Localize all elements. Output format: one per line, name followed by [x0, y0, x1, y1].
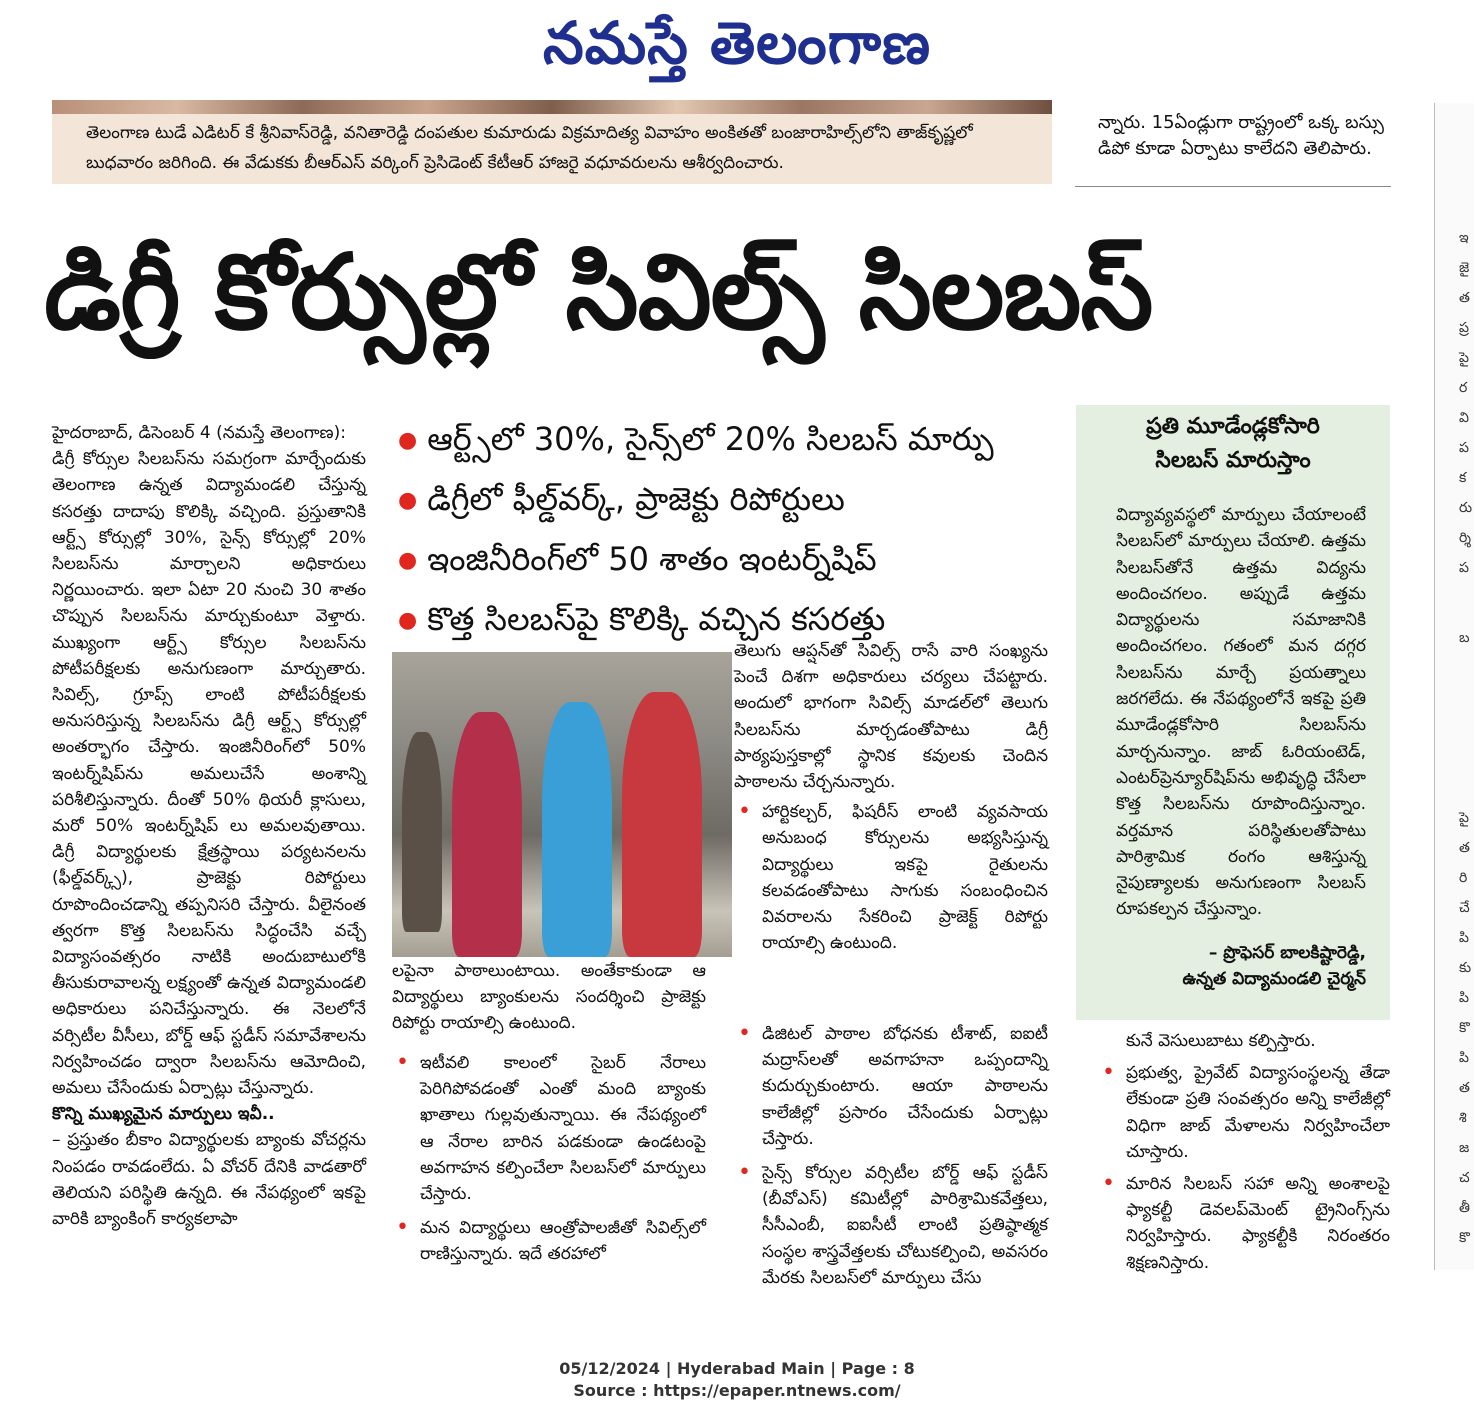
list-item: • మారిన సిలబస్ సహా అన్ని అంశాలపై ఫ్యాకల్టీ డెవలప్‌మెంట్ ట్రైనింగ్స్‌ను నిర్వహిస్తారు. ఫ్యాకల్టీకి నిరంతరం శిక్షణనిస్తారు. — [1098, 1171, 1390, 1276]
signature-title: ఉన్నత విద్యామండలి చైర్మన్ — [1182, 969, 1366, 989]
article-text: కునే వెసులుబాటు కల్పిస్తారు. — [1126, 1031, 1316, 1051]
divider — [1075, 186, 1391, 187]
list-item: • డిజిటల్ పాఠాల బోధనకు టీశాట్, ఐఐటీ మద్రాస్‌లతో అవగాహనా ఒప్పందాన్ని కుదుర్చుకుంటారు. ఆయా పాఠాలను కాలేజీల్లో ప్రసారం చేసేందుకు ఏర్పాట్లు చేస్తారు. — [734, 1021, 1048, 1152]
strip-text: రు — [1459, 500, 1473, 516]
bullet-icon: ● — [398, 608, 418, 633]
adjacent-page-strip — [1434, 103, 1474, 1270]
strip-text: వి — [1459, 410, 1469, 426]
list-item: • హార్టికల్చర్, ఫిషరీస్ లాంటి వ్యవసాయ అనుబంధ కోర్సులను అభ్యసిస్తున్న విద్యార్థులు ఇకపై రైతులను కలవడంతోపాటు సాగుకు సంబంధించిన వివరాలను సేకరించి ప్రాజెక్ట్ రిపోర్టు రాయాల్సి ఉంటుంది. — [734, 799, 1048, 956]
highlight-item: ● డిగ్రీలో ఫీల్డ్‌వర్క్, ప్రాజెక్టు రిపోర్టులు — [398, 480, 845, 518]
footer-edition: 05/12/2024 | Hyderabad Main | Page : 8 — [559, 1359, 915, 1378]
strip-text: పై ర — [1459, 350, 1469, 396]
cut-line — [1098, 96, 1390, 110]
strip-text: కొ — [1459, 1230, 1470, 1246]
strip-text: తీ — [1459, 1200, 1470, 1216]
strip-text: పి — [1459, 990, 1469, 1006]
strip-text: కు — [1459, 960, 1472, 976]
strip-text: ఇ జై — [1459, 230, 1470, 276]
strip-text: జ — [1459, 1140, 1470, 1156]
strip-text: ప క — [1459, 440, 1469, 486]
list-item: • మన విద్యార్థులు ఆంత్రోపాలజీతో సివిల్స్‌లో రాణిస్తున్నారు. ఇదే తరహాలో — [392, 1215, 706, 1267]
strip-text: రి — [1459, 870, 1468, 886]
strip-text: ప్ర — [1459, 320, 1469, 336]
dateline: హైదరాబాద్, డిసెంబర్ 4 (నమస్తే తెలంగాణ): — [52, 423, 346, 443]
quote-body: విద్యావ్యవస్థలో మార్పులు చేయాలంటే సిలబస్‌లో మార్పులు చేయాలి. ఉత్తమ సిలబస్‌తోనే ఉత్తమ విద్యను అందించగలం. అప్పుడే ఉత్తమ విద్యార్థులను సమాజానికి అందించగలం. గతంలో మన దగ్గర సిలబస్‌ను మార్చే ప్రయత్నాలు జరగలేదు. ఈ నేపథ్యంలోనే ఇకపై ప్రతి మూడేండ్లకోసారి సిలబస్‌ను మార్చనున్నాం. జాబ్ ఓరియంటెడ్, ఎంటర్‌ప్రెన్యూర్‌షిప్‌ను అభివృద్ధి చేసేలా కొత్త సిలబస్‌ను రూపొందిస్తున్నాం. వర్తమాన పరిస్థితులతోపాటు పారిశ్రామిక రంగం ఆశిస్తున్న నైపుణ్యాలకు అనుగుణంగా సిలబస్ రూపకల్పన చేస్తున్నాం. — [1116, 505, 1366, 920]
article-column-2a — [392, 958, 706, 1037]
strip-text: త — [1459, 290, 1470, 306]
wedding-photo-strip — [52, 100, 1052, 114]
article-column-2b — [734, 638, 1048, 956]
bullet-icon: ● — [398, 488, 418, 513]
strip-text: పి — [1459, 930, 1469, 946]
article-body-tail: – ప్రస్తుతం బీకాం విద్యార్థులకు బ్యాంకు వోచర్లను నింపడం రావడంలేదు. ఏ వోచర్ దేనికి వాడతారో తెలియని పరిస్థితి ఉన్నది. ఈ నేపథ్యంలో ఇకపై వారికి బ్యాంకింగ్ కార్యకలాపా — [52, 1130, 366, 1230]
strip-text: ర్శి — [1459, 530, 1472, 546]
photo-figure — [452, 712, 522, 957]
highlights-list — [398, 410, 1058, 650]
article-column-1 — [52, 420, 366, 1232]
article-column-2b-bullets — [734, 1021, 1048, 1291]
photo-figure — [542, 702, 612, 957]
footer-source: Source : https://epaper.ntnews.com/ — [573, 1381, 901, 1400]
strip-text: పై — [1459, 810, 1469, 826]
quote-title-line-2: సిలబస్ మారుస్తాం — [1155, 448, 1311, 473]
photo-figure — [622, 692, 702, 957]
list-item: • ప్రభుత్వ, ప్రైవేట్ విద్యాసంస్థలన్న తేడా లేకుండా ప్రతి సంవత్సరం అన్ని కాలేజీల్లో విధిగా జాబ్ మేళాలను నిర్వహించేలా చూస్తారు. — [1098, 1060, 1390, 1165]
masthead: నమస్తే తెలంగాణ — [543, 9, 931, 77]
top-right-line-1: న్నారు. 15ఏండ్లుగా రాష్ట్రంలో ఒక్క బస్సు — [1098, 112, 1384, 133]
strip-text: త — [1459, 840, 1470, 856]
strip-text: బ — [1459, 630, 1470, 646]
article-column-2a-bullets — [392, 1050, 706, 1268]
strip-text: ప — [1459, 560, 1469, 576]
article-body: డిగ్రీ కోర్సుల సిలబస్‌ను సమగ్రంగా మార్చేందుకు తెలంగాణ ఉన్నత విద్యామండలి చేస్తున్న కసరత్తు దాదాపు కొలిక్కి వచ్చింది. ప్రస్తుతానికి ఆర్ట్స్ కోర్సుల్లో 30%, సైన్స్ కోర్సుల్లో 20% సిలబస్‌ను మార్చాలని అధికారులు నిర్ణయించారు. ఇలా ఏటా 20 నుంచి 30 శాతం చొప్పున సిలబస్‌ను మార్చుకుంటూ వెళ్తారు. ముఖ్యంగా ఆర్ట్స్ కోర్సుల సిలబస్‌ను పోటీపరీక్షలకు అనుగుణంగా మార్చుతారు. సివిల్స్, గ్రూప్స్ లాంటి పోటీపరీక్షలకు అనుసరిస్తున్న సిలబస్‌ను డిగ్రీ ఆర్ట్స్ కోర్సుల్లో అంతర్భాగం చేస్తారు. ఇంజినీరింగ్‌లో 50% ఇంటర్న్‌షిప్‌ను అమలుచేసే అంశాన్ని పరిశీలిస్తున్నారు. దీంతో 50% థియరీ క్లాసులు, మరో 50% ఇంటర్న్‌షిప్‌ లు అమలవుతాయి. డిగ్రీ విద్యార్థులకు క్షేత్రస్థాయి పర్యటనలను (ఫీల్డ్‌వర్క్స్), ప్రాజెక్టు రిపోర్టులు రూపొందించడాన్ని తప్పనిసరి చేస్తారు. వీలైనంత త్వరగా కొత్త సిలబస్‌ను సిద్ధంచేసి వచ్చే విద్యాసంవత్సరం నాటికి అందుబాటులోకి తీసుకురావాలన్న లక్ష్యంతో ఉన్నత విద్యామండలి అధికారులు పనిచేస్తున్నారు. ఈ నెలలోనే వర్సిటీల వీసీలు, బోర్డ్ ఆఫ్ స్టడీస్ సమావేశాలను నిర్వహించడం ద్వారా సిలబస్‌ను ఆమోదించి, అమలు చేసేందుకు ఏర్పాట్లు చేస్తున్నారు. — [52, 449, 366, 1099]
headline: డిగ్రీ కోర్సుల్లో సివిల్స్ సిలబస్ — [44, 231, 1153, 353]
quote-box-title — [1076, 410, 1390, 478]
highlight-item: ● కొత్త సిలబస్‌పై కొలిక్కి వచ్చిన కసరత్తు — [398, 600, 886, 638]
article-column-4 — [1098, 1028, 1390, 1276]
strip-text: చ — [1459, 1170, 1470, 1186]
article-text: లపైనా పాఠాలుంటాయి. అంతేకాకుండా ఆ విద్యార్థులు బ్యాంకులను సందర్శించి ప్రాజెక్టు రిపోర్టు రాయాల్సి ఉంటుంది. — [392, 961, 706, 1034]
highlight-item: ● ఆర్ట్స్‌లో 30%, సైన్స్‌లో 20% సిలబస్ మార్పు — [398, 420, 994, 458]
strip-text: చే — [1459, 900, 1470, 916]
top-right-line-2: డిపో కూడా ఏర్పాటు కాలేదని తెలిపారు. — [1098, 138, 1372, 159]
list-item: • ఇటీవలి కాలంలో సైబర్ నేరాలు పెరిగిపోవడంతో ఎంతో మంది బ్యాంకు ఖాతాలు గుల్లవుతున్నాయి. ఈ నేపథ్యంలో ఆ నేరాల బారిన పడకుండా ఉండటంపై అవగాహన కల్పించేలా సిలబస్‌లో మార్పులు చేస్తారు. — [392, 1050, 706, 1207]
strip-text: పి — [1459, 1050, 1469, 1066]
bullet-icon: ● — [398, 548, 418, 573]
quote-title-line-1: ప్రతి మూడేండ్లకోసారి — [1146, 414, 1320, 439]
top-right-article-tail — [1098, 96, 1390, 162]
strip-text: కొ — [1459, 1020, 1470, 1036]
bullet-icon: ● — [398, 428, 418, 453]
strip-text: శి — [1459, 1110, 1467, 1126]
photo-caption: తెలంగాణ టుడే ఎడిటర్ కే శ్రీనివాస్‌రెడ్డి, వనితారెడ్డి దంపతుల కుమారుడు విక్రమాదిత్య వివాహం అంకితతో బంజారాహిల్స్‌లోని తాజ్‌కృష్ణలో బుధవారం జరిగింది. ఈ వేడుకకు బీఆర్‌ఎస్ వర్కింగ్ ప్రెసిడెంట్ కేటీఆర్ హాజరై వధూవరులను ఆశీర్వదించారు. — [86, 123, 973, 173]
article-text: తెలుగు ఆప్షన్‌తో సివిల్స్ రాసే వారి సంఖ్యను పెంచే దిశగా అధికారులు చర్యలు చేపట్టారు. అందులో భాగంగా సివిల్స్ మాడల్‌లో తెలుగు సిలబస్‌ను మార్చడంతోపాటు డిగ్రీ పాఠ్యపుస్తకాల్లో స్థానిక కవులకు చెందిన పాఠాలను చేర్చనున్నారు. — [734, 641, 1048, 793]
list-item: • సైన్స్ కోర్సుల వర్సిటీల బోర్డ్ ఆఫ్ స్టడీస్ (బీవోఎస్) కమిటీల్లో పారిశ్రామికవేత్తలు, సీసీఎంబీ, ఐఐసీటీ లాంటి ప్రతిష్ఠాత్మక సంస్థల శాస్త్రవేత్తలకు చోటుకల్పించి, అవసరం మేరకు సిలబస్‌లో మార్పులు చేసు — [734, 1160, 1048, 1291]
subhead: కొన్ని ముఖ్యమైన మార్పులు ఇవీ.. — [52, 1104, 275, 1125]
highlight-item: ● ఇంజినీరింగ్‌లో 50 శాతం ఇంటర్న్‌షిప్ — [398, 540, 877, 578]
photo-figure — [402, 732, 442, 932]
signature-name: – ప్రొఫెసర్ బాలకిష్టారెడ్డి, — [1208, 943, 1366, 963]
students-photo — [392, 652, 732, 957]
quote-signature — [1116, 940, 1366, 992]
strip-text: త — [1459, 1080, 1470, 1096]
